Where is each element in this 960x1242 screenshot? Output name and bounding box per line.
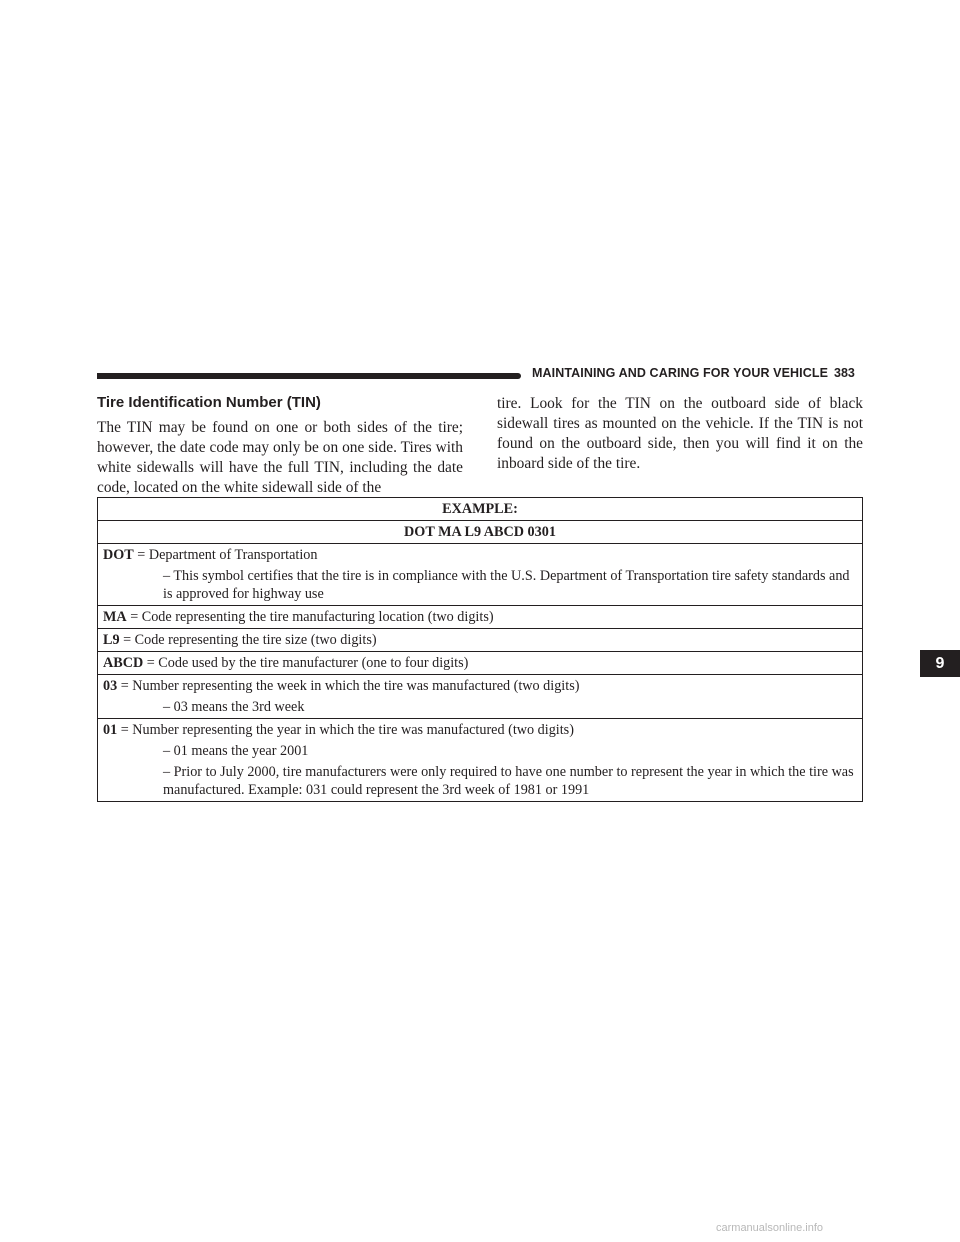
term: DOT <box>103 547 134 563</box>
table-cell-week <box>98 675 863 719</box>
table-title-row <box>98 498 863 521</box>
term: 01 <box>103 722 118 738</box>
table-row <box>98 629 863 652</box>
table-row <box>98 606 863 629</box>
note: – This symbol certifies that the tire is in compliance with the U.S. Department of Transportation tire safety standards and is approved for highway use <box>163 568 850 602</box>
example-code: DOT MA L9 ABCD 0301 <box>98 521 863 544</box>
watermark: carmanualsonline.info <box>716 1222 824 1234</box>
note: – 03 means the 3rd week <box>163 699 305 715</box>
definition: = Code representing the tire manufacturing location (two digits) <box>126 609 494 625</box>
table-row <box>98 544 863 606</box>
definition: = Number representing the year in which the tire was manufactured (two digits) <box>117 722 574 738</box>
table-row <box>98 652 863 675</box>
tin-example-table <box>97 497 863 802</box>
table-code-row <box>98 521 863 544</box>
page-number: 383 <box>834 366 855 380</box>
definition: = Department of Transportation <box>133 547 318 563</box>
definition: = Number representing the week in which the tire was manufactured (two digits) <box>117 678 580 694</box>
section-heading: Tire Identification Number (TIN) <box>97 394 321 411</box>
table-cell-l9 <box>98 629 863 652</box>
term: ABCD <box>103 655 144 671</box>
term: L9 <box>103 632 120 648</box>
table-row <box>98 719 863 802</box>
chapter-title: MAINTAINING AND CARING FOR YOUR VEHICLE <box>532 366 829 380</box>
table-row <box>98 675 863 719</box>
paragraph-left: The TIN may be found on one or both sides of the tire; however, the date code may only be on one side. Tires with white sidewalls will have the full TIN, including the date code, located on the white sidewall side of the <box>97 419 463 496</box>
term: MA <box>103 609 127 625</box>
note: – 01 means the year 2001 <box>163 743 309 759</box>
chapter-tab: 9 <box>920 650 960 677</box>
term: 03 <box>103 678 118 694</box>
table-cell-year <box>98 719 863 802</box>
definition: = Code representing the tire size (two digits) <box>119 632 377 648</box>
table-cell-dot <box>98 544 863 606</box>
paragraph-right: tire. Look for the TIN on the outboard side of black sidewall tires as mounted on the vehicle. If the TIN is not found on the outboard side, then you will find it on the inboard side of the tire. <box>497 395 863 472</box>
definition: = Code used by the tire manufacturer (one to four digits) <box>143 655 469 671</box>
table-cell-abcd <box>98 652 863 675</box>
table-cell-ma <box>98 606 863 629</box>
table-title: EXAMPLE: <box>98 498 863 521</box>
note: – Prior to July 2000, tire manufacturers were only required to have one number to represent the year in which the tire was manufactured. Example: 031 could represent the 3rd week of 1981 or 1991 <box>163 764 854 798</box>
header-rule <box>97 373 521 379</box>
